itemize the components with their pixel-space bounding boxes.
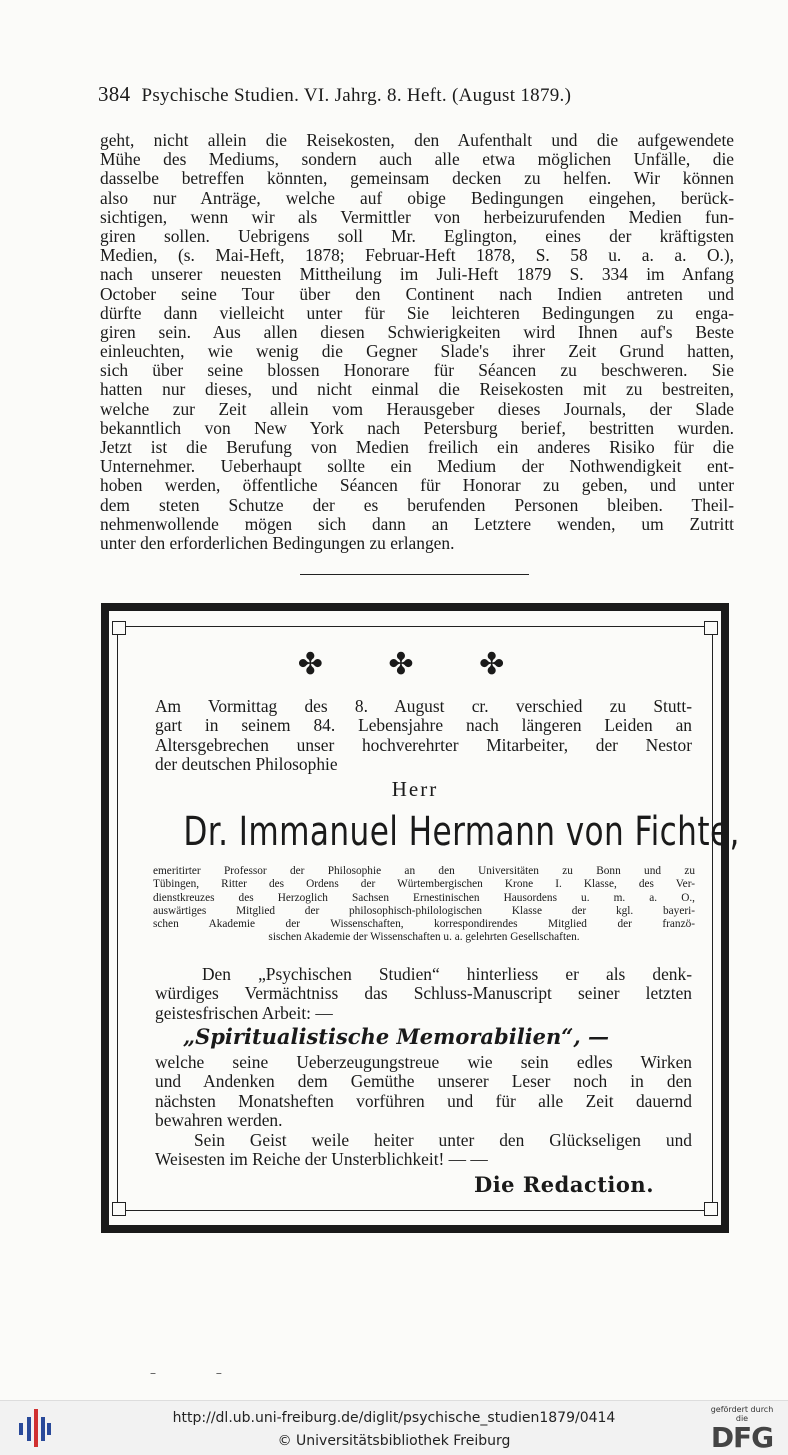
notice-line: geistesfrischen Arbeit: — [155,1002,333,1023]
body-line: October seine Tour über den Continent nach Indien antreten und [100,283,734,304]
body-line: Medien, (s. Mai-Heft, 1878; Februar-Heft 1878, S. 58 u. a. a. O.), [100,245,734,266]
page-marks: – – [150,1366,250,1380]
notice-line: bewahren werden. [155,1110,283,1131]
notice-line: nächsten Monatsheften vorführen und für alle Zeit dauernd [155,1090,692,1111]
notice-line: welche seine Ueberzeugungstreue wie sein edles Wirken [155,1052,692,1072]
honours-line: emeritirter Professor der Philosophie an den Universitäten zu Bonn und zu [153,865,695,877]
work-title: „Spiritualistische Memorabilien“, — [183,1024,609,1049]
body-line: sichtigen, wenn wir als Vermittler von herbeizurufenden Medien fun- [100,206,734,227]
frame-corner [112,621,126,635]
body-line: nach unserer neuesten Mittheilung im Juli-Heft 1879 S. 334 im Anfang [100,264,734,285]
body-line: hatten nur dieses, und nicht einmal die Reisekosten mit zu bestreiten, [100,379,734,400]
notice-paragraph-1 [155,697,692,775]
obituary-notice [101,603,740,1233]
notice-line: Sein Geist weile heiter unter den Glückseligen und [194,1129,692,1150]
notice-line: Altersgebrechen unser hochverehrter Mitarbeiter, der Nestor [155,734,692,755]
honorific: Herr [391,777,439,801]
notice-line: Am Vormittag des 8. August cr. verschied zu Stutt- [155,696,692,716]
body-line: unter den erforderlichen Bedingungen zu erlangen. [100,532,455,553]
honours-line: dienstkreuzes des Herzoglich Sachsen Ernestinischen Hausordens u. m. a. O., [153,891,695,904]
deceased-name: Dr. Immanuel Hermann von Fichte, [183,809,740,855]
copyright-notice: © Universitätsbibliothek Freiburg [277,1433,511,1449]
frame-corner [704,1202,718,1216]
body-line: Unternehmer. Ueberhaupt sollte ein Medium der Nothwendigkeit ent- [100,456,734,477]
body-line: hoben werden, öffentliche Séancen für Honorar zu geben, und unter [100,475,734,496]
honours-list [153,865,695,945]
body-line: Mühe des Mediums, sondern auch alle etwa möglichen Unfälle, die [100,149,734,170]
body-line: sich über seine blossen Honorare für Séancen zu beschweren. Sie [100,360,734,381]
body-line: giren sollen. Uebrigens soll Mr. Eglington, eines der kräftigsten [100,225,734,246]
notice-line: gart in seinem 84. Lebensjahre nach längeren Leiden an [155,715,692,736]
document-url-link[interactable]: http://dl.ub.uni-freiburg.de/diglit/psychische_studien1879/0414 [172,1410,616,1426]
body-line: also nur Anträge, welche auf obige Bedingungen eingehen, berück- [100,187,734,208]
body-line: einleuchten, wie wenig die Gegner Slade's ihrer Zeit Grund hatten, [100,341,734,362]
body-line: geht, nicht allein die Reisekosten, den Aufenthalt und die aufgewendete [100,130,734,150]
honours-line: schen Akademie der Wissenschaften, korrespondirendes Mitglied der franzö- [153,918,695,931]
notice-paragraph-2 [155,965,692,1023]
notice-line: Weisesten im Reiche der Unsterblichkeit! — — [155,1149,488,1170]
frame-corner [112,1202,126,1216]
frame-corner [704,621,718,635]
journal-title: Psychische Studien. VI. Jahrg. 8. Heft. (August 1879.) [141,85,572,106]
honours-line: sischen Akademie der Wissenschaften u. a. gelehrten Gesellschaften. [268,931,580,944]
notice-paragraph-3 [155,1053,692,1169]
body-text [100,131,734,553]
body-line: dasselbe betreffen könnten, gemeinsam decken zu helfen. Wir können [100,168,734,189]
three-crosses-icon: ✤ ✤ ✤ [297,647,533,682]
body-line: bekanntlich von New York nach Petersburg berief, bestritten wurden. [100,417,734,438]
signature: Die Redaction. [473,1172,654,1197]
body-line: nehmenwollende mögen sich dann an Letztere wenden, um Zutritt [100,513,734,534]
notice-line: und Andenken dem Gemüthe unserer Leser noch in den [155,1071,692,1092]
notice-line: der deutschen Philosophie [155,754,338,775]
honours-line: Tübingen, Ritter des Ordens der Würtembergischen Krone I. Klasse, des Ver- [153,878,695,891]
dfg-wordmark: DFG [710,1421,774,1454]
notice-line: würdiges Vermächtniss das Schluss-Manuscript seiner letzten [155,983,692,1004]
body-line: giren sein. Aus allen diesen Schwierigkeiten wird Ihnen auf's Beste [100,321,734,342]
running-head [98,82,688,107]
notice-inner-frame [117,626,740,1211]
section-divider [300,574,529,575]
body-line: welche zur Zeit allein vom Herausgeber dieses Journals, der Slade [100,398,734,419]
body-line: dem steten Schutze der es berufenden Personen bleiben. Theil- [100,494,734,515]
dfg-logo [706,1405,778,1453]
body-line: dürfte dann vielleicht unter für Sie leichteren Bedingungen zu enga- [100,302,734,323]
body-line: Jetzt ist die Berufung von Medien freilich ein anderes Risiko für die [100,437,734,457]
notice-line: Den „Psychischen Studien“ hinterliess er als denk- [202,964,692,984]
viewer-footer [0,1400,788,1455]
page-number: 384 [98,82,131,106]
honours-line: auswärtiges Mitglied der philosophisch-philologischen Klasse der kgl. bayeri- [153,904,695,917]
funded-by-label: gefördert durch die [710,1405,774,1423]
